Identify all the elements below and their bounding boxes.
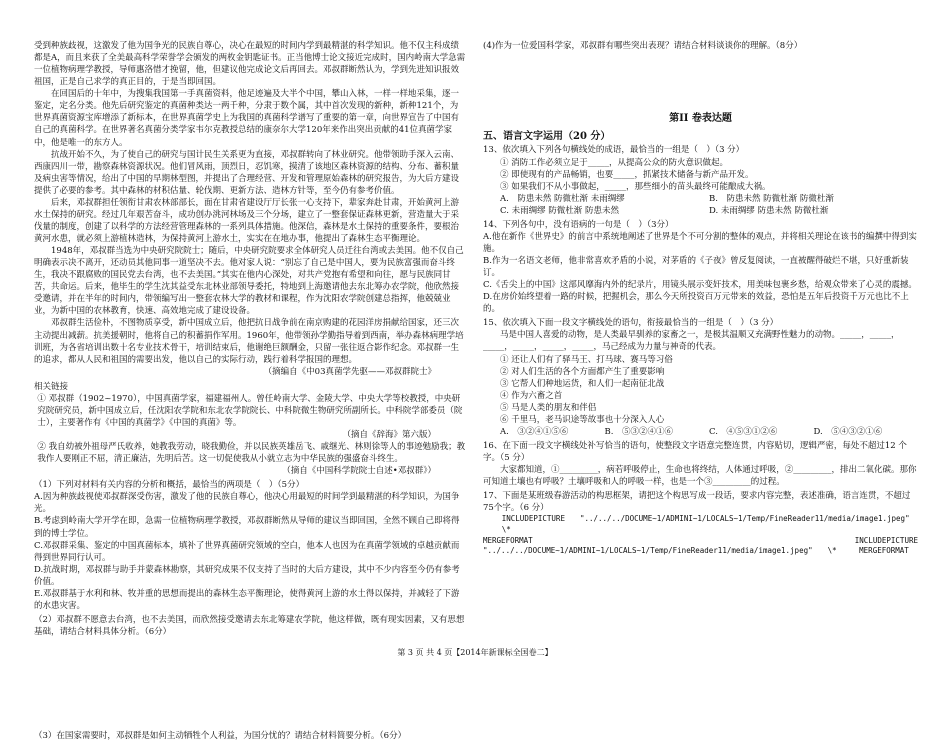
q15-item-1: ① 还让人们有了驿马王、打马球、赛马等习俗 (500, 354, 673, 365)
question-1-option-b: B.考虑到岭南大学开学在即，急需一位植物病理学教授，邓叔群断然从导师的建议当即回国，全然不顾自己即将得到的博士学位。 (34, 516, 460, 539)
q14-option-c: C.《舌尖上的中国》这部风靡海内外的纪录片，用镜头展示变奸技术，用美味包裹乡愁，给观众带来了心灵的震撼。 (483, 280, 917, 291)
include-picture-field-2 (483, 536, 918, 547)
left-column (34, 40, 466, 742)
question-2: （2）邓叔群不愿意去台湾，也不去美国，而欣然接受邀请去东北筹建农学院，他这样做，既有现实因素，又有思想基础，请结合材料具体分析。（6分） (34, 614, 465, 637)
q15-option-c: C. ④⑤③①②⑥ (709, 426, 778, 437)
q15-item-5: ⑤ 马是人类的朋友和伴侣 (500, 402, 597, 413)
source-line-2: （摘自《辞海》第六版） (342, 430, 436, 440)
question-1-option-d: D.抗战时期，邓叔群与助手并蒙森林勘察，其研究成果不仅支持了当时的大后方建设，其中不少内容至今仍有参考价值。 (34, 564, 460, 587)
q15-option-b: B. ⑤③②④①⑥ (604, 426, 673, 437)
question-16: 16、在下面一段文字横线处补写恰当的语句，使整段文字语意完整连贯，内容贴切，逻辑严密，每处不超过12 个字。（5 分） (483, 440, 907, 463)
para-4: 后来，邓叔群担任领衔甘肃农林部部长，面在甘肃省建设厅厅长张一心支持下，辈家奔赴甘肃，开始黄河上游水土保持的研究。经过几年艰苦奋斗，成功创办洮河林场及三个分场，建立了一整套保证森林更新，营造量大于采伐量的制度，创建了以科学的方法经营管理森林的一系列具体措施。他深信，森林是水土保持的重要条件，要根治黄河水患，就必须上游植林造林，为保持黄河上游水土，实实在在地办事，他提出了森林生态平衡理论。 (34, 197, 460, 244)
merge-format-label: MERGEFORMAT (483, 535, 533, 545)
para-2: 在回国后的十年中，为搜集我国第一手真菌资料，他足迹遍及大半个中国，攀山入林，一样一样地采集，逐一鉴定，定名分类。他先后研究鉴定的真菌种类达一两千种，分隶于数个属，其中首次发现的新种，新种121个，为世界真菌资源宝库增添了新标本，在世界真菌学史上为我国的真菌科学谱写了重要的第一章，向世界宣告了中国有自己的真菌科学。在世界著名真菌分类学家韦尔克教授总结的康奈尔大学120年来作出突出贡献的41位真菌学家中，他是唯一的东方人。 (34, 89, 460, 148)
question-4: (4)作为一位爱国科学家，邓叔群有哪些突出表现？请结合材料谈谈你的理解。（8分） (483, 41, 803, 51)
q14-option-d: D.在房价始终望着一路的时候，把握机会，那么今天所投资百万元带来的效益，恐怕是五年后投资千万元也比不上的。 (483, 292, 909, 315)
q15-item-3: ③ 它帮人们种地运货，和人们一起南征北战 (500, 378, 665, 389)
question-1-option-e: E.邓叔群基于水利和林、牧并重的思想而提出的森林生态平衡理论，使得黄河上游的水土得以保持，并减轻了下游的水患灾害。 (34, 588, 460, 611)
q16-passage: 大家都知道，①_________，病若呼吸停止，生命也将终结，人体通过呼吸，②_________，排出二氧化碳。那你可知道土壤也有呼吸？土壤呼吸和人的呼吸一样，也是一个③_________的过程。 (483, 465, 917, 488)
para-6: 邓叔群生活俭朴，不图物质享受，新中国成立后，他把抗日战争前在南京购建的花园洋房捐献给国家，还三次主动提出减薪。抗美援朝时，他将自己的积蓄捐作军用。1960年，他带领孙学勤指导着到西南，举办森林病理学培训班，为各省培训出数十名专业技术骨干，培训结束后，他谢绝巨额酬金，只留一张往返合影作纪念。邓叔群一生的追求，都从人民和祖国的需要出发，他以自己的实际行动，践行着科学报国的理想。 (34, 318, 464, 365)
include-picture-field-1: INCLUDEPICTURE "../../../DOCUME~1/ADMINI~1/LOCALS~1/Temp/FineReader11/media/image1.jpeg" \* (501, 514, 925, 534)
source-line-3: （摘自《中国科学院院士自述•邓叔群》） (282, 466, 436, 477)
q13-option-c: C. 未雨绸缪 防微杜渐 防患未然 (500, 205, 620, 216)
question-13: 13、依次填入下列各句横线处的成语，最恰当的一组是（ ）（3 分） (483, 145, 745, 156)
q13-option-b: B. 防患未然 防微杜渐 防微杜渐 (709, 193, 834, 204)
related-link-1: ① 邓叔群（1902~1970），中国真菌学家，福建福州人。曾任岭南大学、金陵大学、中央大学等校教授，中央研究院研究员，新中国成立后，任沈阳农学院和东北农学院院长、中科院微生物研究所副所长。中科院学部委员（院士），主要著作有《中国的真菌学》《中国的真菌》等。 (37, 393, 463, 428)
related-link-2: ② 我自幼被外祖母严氏收养，她教我劳动，晓我勤俭，并以民族英雄岳飞、戚继光、林则徐等人的事迹勉励我；教我作人要刚正不屈，清正廉洁，先明后苦。这一切促使我从小就立志为中华民族的强盛奋斗终生。 (37, 442, 466, 465)
source-line-1: （摘编自《中03真菌学先驱——邓叔群院士》 (263, 366, 436, 377)
question-1-option-c: C.邓叔群采集、鉴定的中国真菌标本，填补了世界真菌研究领域的空白，他本人也因为在真菌学领域的卓越贡献而得到世界同行认可。 (34, 540, 460, 563)
q15-item-4: ④ 作为六畜之首 (500, 390, 563, 401)
q14-option-a: A.他在新作《世界史》的前言中系统地阐述了世界是个不可分割的整体的观点，并将相关理论在该书的编撰中得到实施。 (483, 231, 917, 254)
q15-option-a: A. ③②④①⑤⑥ (500, 426, 569, 437)
q15-options (483, 426, 918, 438)
para-1: 受到种族歧视，这激发了他为国争光的民族自尊心，决心在最短的时间内学到最精湛的科学知识。他不仅主科成绩都是A，而且来获了全美最高科学荣誉学会颁发的两枚金钥匙证书。正当他博士论文接近完成时，国内岭南大学急需一位植物病理学教授，导师惠洛惜才挽留，他，但建议他完成论文后再回去。邓叔群断然认为，学到先进知识报效祖国，正是自己求学的真正目的，于是当即回国。 (34, 41, 466, 88)
q13-option-d: D. 未雨绸缪 防患未然 防微杜渐 (709, 205, 829, 216)
question-1: （1）下列对材料有关内容的分析和概括，最恰当的两项是（ ）（5分） (34, 480, 305, 491)
q13-sentence-1: ① 消防工作必须立足于_____，从提高公众的防火意识做起。 (500, 157, 728, 168)
q15-item-2: ② 对人们生活的各个方面都产生了重要影响 (500, 366, 665, 377)
q13-sentence-2: ② 即使现有的产品畅销，也要_____，抓紧技术储备与新产品开发。 (500, 169, 754, 180)
question-17: 17、下面是某班级春游活动的构思框架，请把这个构思写成一段话，要求内容完整，表述准确，语言连贯，不超过 75个字。（6 分） (483, 491, 911, 514)
q15-option-d: D. ⑤④③②①⑥ (813, 426, 883, 437)
question-14: 14、下列各句中，没有语病的一句是（ ）（3分） (483, 219, 674, 230)
page-footer: 第 3 页 共 4 页【2014年新课标全国卷二】 (397, 647, 553, 657)
para-5: 1948年，邓叔群当选为中央研究院院士；随后，中央研究院要求全体研究人员迁往台湾或去美国。他不仅自己明确表示决不离开，还动员其他同事一道坚决不去。他对家人说：“别忘了自己是中国人，要为民族富强而奋斗终生，我决不跟腐败的国民党去台湾，也不去美国。”其实在他内心深处，对共产党抱有希望和向往，愿与民族同甘苦，共命运。后来，他毕生的学生沈其益受东北林业部领导委托，特地到上海邀请他去东北筹办农学院，他欣然接受邀请，并在半年的时间内，带领编写出一整套农林大学的教材和课程，作为沈阳农学院创建总指挥，他兢兢业业，为新中国的农林教育，快速、高效地完成了建设设备。 (34, 246, 464, 317)
para-3: 抗战开始不久，为了使自己的研究与国计民生关系更为直接，邓叔群转向了林业研究。他带领助手深入云南、西康四川一带，勘察森林资源状况。他们冒风雨，顶烈日，忍饥寒，摸清了该地区森林资源的结构、分布、蓄积量及病虫害等情况，给出了中国的早期林型图，并提出了合理经营、开发和管理原始森林的研究报告，为大后方建设提供了必要的参考。其中森林的材积估量、轮伐期、更新方法、造林方针等，至今仍有参考价值。 (34, 149, 460, 196)
q15-passage: 马是中国人喜爱的动物，是人类最早驯养的家畜之一，是极其温顺又充满野性魅力的动物。_____，_____，_____，_____，_____，_____，马己经成为力量与神奇的代表。 (483, 330, 900, 353)
section-5-heading: 五、语言文字运用（20 分） (483, 131, 611, 143)
include-picture-field-3: "../../../DOCUME~1/ADMINI~1/LOCALS~1/Temp/FineReader11/media/image1.jpeg" \* MERGEFORMAT (483, 546, 909, 556)
question-15: 15、依次填入下面一段文字横线处的语句，衔接最恰当的一组是（ ）（3 分） (483, 318, 779, 329)
q14-option-b: B.作为一名语文老师，他非常喜欢矛盾的小说，对茅盾的《子夜》曾反复阅读，一直被醒得破烂不堪，只好重新装订。 (483, 256, 909, 279)
q13-option-a: A. 防患未然 防微杜渐 未雨绸缪 (500, 193, 625, 204)
q13-options (483, 193, 918, 217)
question-3: （3）在国家需要时，邓叔群是如何主动牺牲个人利益，为国分忧的？请结合材料简要分析。（6分） (34, 731, 407, 742)
q13-sentence-3: ③ 如果我们不从小事做起，_____，那些细小的苗头最终可能酿成大祸。 (500, 181, 771, 192)
include-picture-label: INCLUDEPICTURE (854, 535, 918, 545)
related-links-heading: 相关链接 (34, 381, 69, 392)
q15-item-6: ⑥ 千里马，老马识途等故事也十分深入人心 (500, 414, 665, 425)
part-two-title: 第II 卷表达题 (669, 113, 732, 125)
question-1-option-a: A.因为种族歧视使邓叔群深受伤害，激发了他的民族自尊心，他决心用最短的时间学到最精湛的科学知识，为国争光。 (34, 492, 460, 515)
right-column (483, 40, 925, 557)
